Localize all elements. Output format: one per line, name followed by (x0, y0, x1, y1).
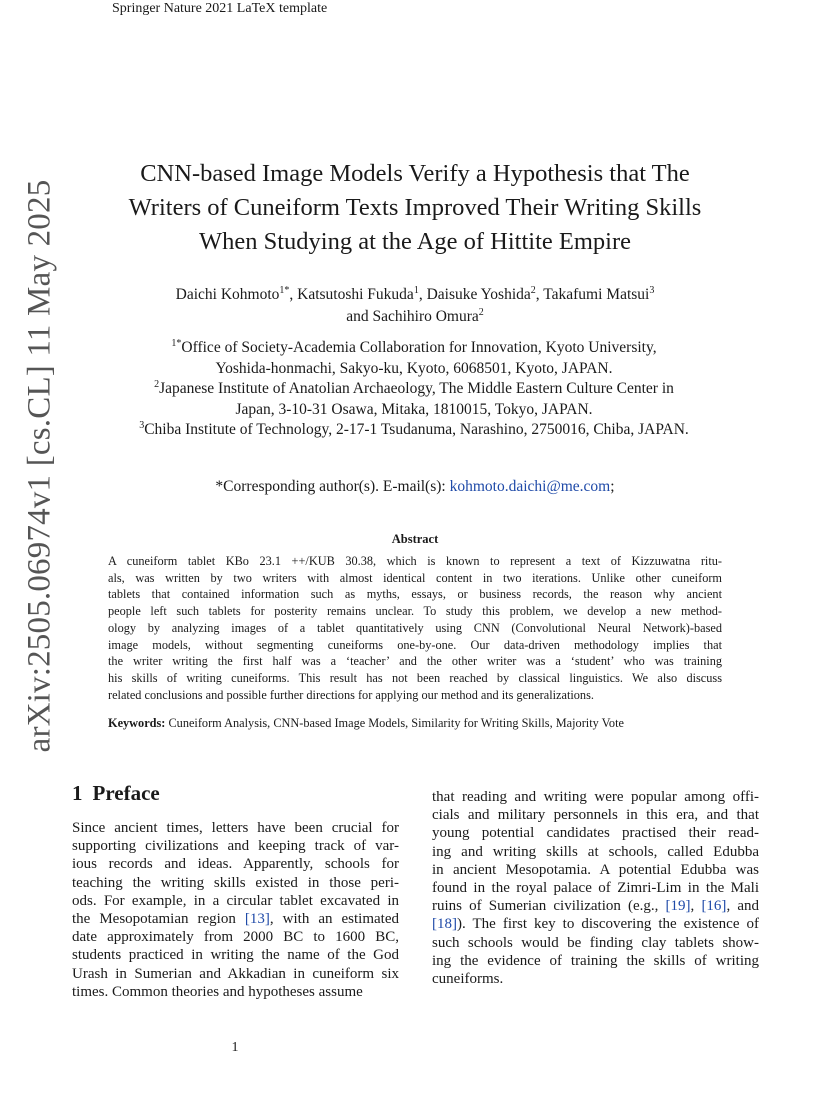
body-text: young potential candidates practised their read- (432, 825, 759, 842)
left-column-text (72, 819, 399, 1001)
body-line (432, 788, 759, 806)
corresponding-author (100, 478, 730, 496)
body-text: ing and writing skills at schools, called Edubba (432, 843, 759, 860)
body-text: the Mesopotamian region (72, 911, 245, 928)
body-text: Urash in Sumerian and Akkadian in cuneiform six (72, 965, 399, 982)
author-affil-mark: 3 (649, 284, 655, 296)
affiliation-line (86, 338, 742, 359)
author-list (100, 284, 730, 328)
body-text: ). The first key to discovering the existence of (457, 916, 759, 933)
body-line (432, 824, 759, 842)
body-text: times. Common theories and hypotheses assume (72, 983, 363, 1000)
body-text: found in the royal palace of Zimri-Lim in the Mali (432, 880, 759, 897)
citation-link[interactable]: [13] (244, 911, 270, 928)
author-separator: , (535, 286, 544, 303)
section-heading (72, 781, 160, 806)
body-line (432, 970, 759, 988)
citation-link[interactable]: [18] (432, 916, 457, 933)
affiliation-text: Japanese Institute of Anatolian Archaeology, The Middle Eastern Culture Center in (159, 380, 674, 397)
abstract-line: tablets that contained information such as myths, essays, or business records, the reason why ancient (108, 587, 722, 602)
author-affil-mark: 1 (413, 284, 419, 296)
abstract-heading: Abstract (391, 532, 439, 546)
author-affil-mark: 2 (478, 306, 484, 318)
body-text: in ancient Mesopotamia. A potential Edubba was (432, 861, 759, 878)
author-line (100, 306, 730, 328)
body-line (72, 946, 399, 964)
body-line (72, 837, 399, 855)
author-name: and Sachihiro Omura (346, 308, 479, 325)
abstract-line: the writer writing the first half was a ‘teacher’ and the other writer was a ‘student’ who was training (108, 654, 722, 669)
author-name: Takafumi Matsui (543, 286, 650, 303)
author-affil-mark: 2 (530, 284, 536, 296)
email-link[interactable]: kohmoto.daichi@me.com (449, 478, 611, 495)
arxiv-identifier-stamp: arXiv:2505.06974v1 [cs.CL] 11 May 2025 (21, 179, 58, 753)
body-line (432, 843, 759, 861)
body-line (72, 892, 399, 910)
author-name: Daisuke Yoshida (426, 286, 531, 303)
body-text: ing the evidence of training the skills of writing (432, 952, 759, 969)
affiliation-mark: 1* (171, 337, 182, 349)
affiliation-mark: 2 (154, 378, 160, 390)
body-line (432, 861, 759, 879)
body-line (72, 910, 399, 928)
abstract-line: related conclusions and possible further directions for applying our method and its generalizations. (108, 687, 594, 702)
right-column-text (432, 788, 759, 988)
keywords-label: Keywords: (108, 716, 166, 730)
paper-title (100, 157, 730, 259)
citation-link[interactable]: [19] (665, 898, 691, 915)
affiliation-line: Yoshida-honmachi, Sakyo-ku, Kyoto, 6068501, Kyoto, JAPAN. (215, 359, 613, 377)
corresponding-suffix: ; (610, 478, 615, 495)
body-text: ious records and ideas. Apparently, schools for (72, 856, 399, 873)
body-text: cials and military personnels in this era, and that (432, 807, 759, 824)
body-line (432, 806, 759, 824)
body-text: cuneiforms. (432, 971, 504, 988)
body-text: teaching the writing skills existed in those peri- (72, 874, 399, 891)
abstract-line: image models, without segmenting cuneiforms one-by-one. Our data-driven methodology implies that (108, 637, 722, 652)
body-text: , and (726, 898, 759, 915)
page-number: 1 (231, 1040, 239, 1055)
body-text: supporting civilizations and keeping track of var- (72, 838, 399, 855)
author-separator: , (418, 286, 427, 303)
body-text: students practiced in writing the name of the God (72, 947, 399, 964)
running-header: Springer Nature 2021 LaTeX template (112, 1, 328, 16)
affiliation-text: Office of Society-Academia Collaboration for Innovation, Kyoto University, (181, 339, 657, 356)
body-text: ods. For example, in a circular tablet excavated in (72, 892, 399, 909)
keywords (108, 716, 624, 731)
abstract-line: A cuneiform tablet KBo 23.1 ++/KUB 30.38, which is known to represent a text of Kizzuwatna ritu- (108, 554, 722, 568)
title-line: Writers of Cuneiform Texts Improved Their Writing Skills (128, 194, 702, 221)
body-line (72, 819, 399, 837)
body-line (72, 874, 399, 892)
affiliation-line (86, 379, 742, 400)
abstract-body (108, 553, 722, 703)
author-name: Katsutoshi Fukuda (297, 286, 414, 303)
abstract-line: people left such tablets for posterity remains unclear. To study this problem, we develop a new method- (108, 604, 722, 619)
body-text: Since ancient times, letters have been crucial for (72, 820, 399, 836)
body-line (72, 855, 399, 873)
keywords-text: Cuneiform Analysis, CNN-based Image Models, Similarity for Writing Skills, Majority Vote (165, 716, 624, 730)
affiliation-line (86, 420, 742, 441)
body-text: , (690, 898, 702, 915)
affiliation-text: Chiba Institute of Technology, 2-17-1 Tsudanuma, Narashino, 2750016, Chiba, JAPAN. (144, 421, 689, 438)
section-title: Preface (92, 781, 160, 805)
body-text: that reading and writing were popular among offi- (432, 789, 759, 805)
body-line (432, 915, 759, 933)
body-line (432, 879, 759, 897)
abstract-line: als, was written by two writers with almost identical content in two iterations. Unlike other cuneiform (108, 570, 722, 585)
affiliation-line: Japan, 3-10-31 Osawa, Mitaka, 1810015, Tokyo, JAPAN. (235, 400, 593, 418)
corresponding-label: *Corresponding author(s). E-mail(s): (215, 478, 450, 495)
citation-link[interactable]: [16] (701, 898, 727, 915)
affiliation-mark: 3 (139, 419, 145, 431)
author-line (100, 284, 730, 306)
title-line: When Studying at the Age of Hittite Empire (198, 228, 632, 255)
body-line (72, 928, 399, 946)
affiliation-list (86, 338, 742, 441)
body-line (72, 965, 399, 983)
body-text: such schools would be finding clay tablets show- (432, 934, 759, 951)
author-affil-mark: 1* (279, 284, 290, 296)
body-line (432, 934, 759, 952)
author-name: Daichi Kohmoto (175, 286, 280, 303)
author-separator: , (289, 286, 298, 303)
abstract-line: his skills of writing cuneiforms. This result has not been reached by classical linguistics. We also discuss (108, 670, 722, 685)
section-number: 1 (72, 781, 83, 805)
abstract-line: ology by analyzing images of a tablet quantitatively using CNN (Convolutional Neural Network)-based (108, 620, 722, 635)
title-line: CNN-based Image Models Verify a Hypothesis that The (140, 160, 690, 187)
body-text: date approximately from 2000 BC to 1600 BC, (72, 929, 399, 946)
body-line (432, 952, 759, 970)
body-line (72, 983, 399, 1001)
body-line (432, 897, 759, 915)
body-text: ruins of Sumerian civilization (e.g., (432, 898, 666, 915)
body-text: , with an estimated (269, 911, 400, 928)
